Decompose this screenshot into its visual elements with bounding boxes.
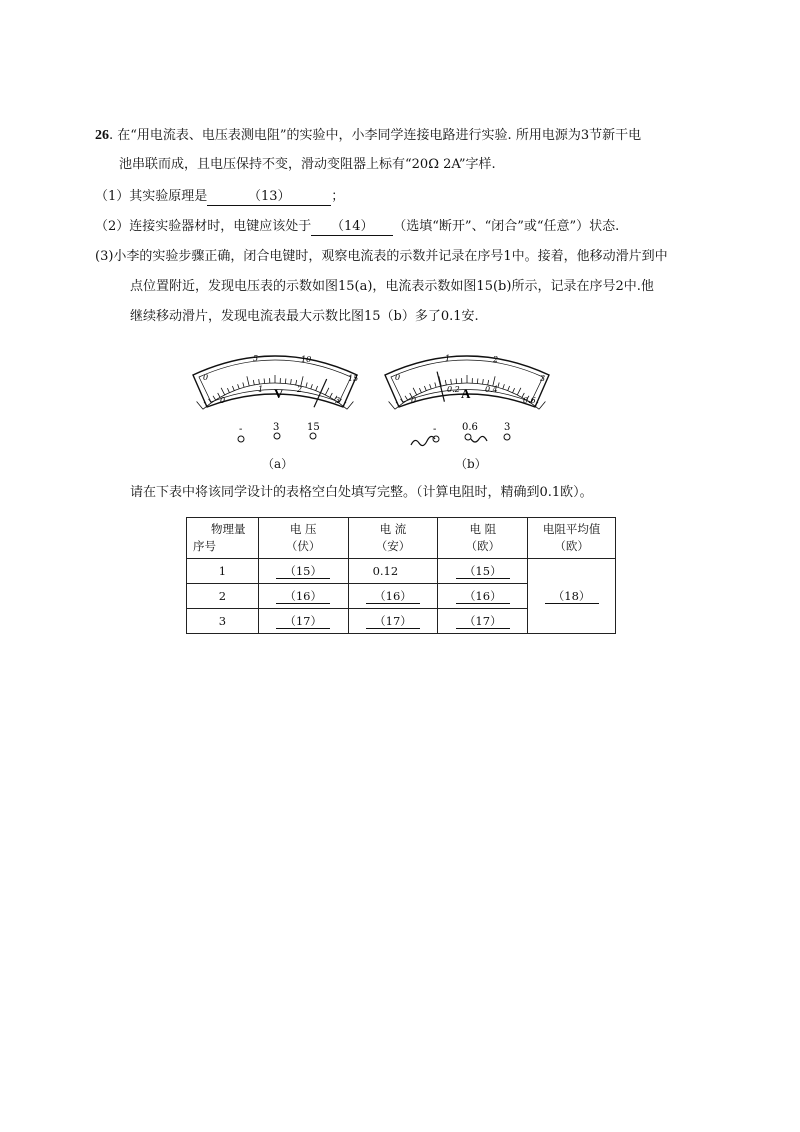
row-2-resistance-blank[interactable]: （16）	[456, 589, 510, 604]
ammeter-caption: （b）	[455, 457, 487, 471]
header-resistance: 电 阻	[469, 522, 497, 536]
average-cell	[528, 559, 616, 634]
row-1-voltage-cell	[258, 559, 348, 584]
row-3-no: 3	[187, 609, 259, 634]
ammeter-symbol: A	[461, 386, 471, 401]
ammeter-wire-minus	[411, 436, 435, 445]
voltmeter-terminal-3: 3	[273, 422, 280, 433]
row-2-current-blank[interactable]: （16）	[366, 589, 420, 604]
row-2-voltage-cell	[258, 584, 348, 609]
row-1-resistance-cell	[438, 559, 528, 584]
question-number: 26	[95, 128, 109, 143]
header-voltage: 电 压	[289, 522, 317, 536]
question-intro-1: . 在“用电流表、电压表测电阻”的实验中，小李同学连接电路进行实验. 所用电源为3节新干电	[109, 128, 642, 143]
header-average: 电阻平均值	[542, 522, 601, 536]
header-voltage-cell	[258, 518, 348, 559]
voltmeter-post-15	[310, 433, 316, 439]
voltmeter-lower-label-0: 0	[220, 396, 226, 405]
ammeter-lower-label-0: 0	[411, 396, 417, 405]
part-1-prefix: （1）其实验原理是	[95, 189, 208, 204]
voltmeter-upper-label-2: 10	[301, 355, 312, 364]
scale-tick	[477, 379, 478, 384]
ammeter-upper-label-2: 2	[493, 355, 499, 364]
voltmeter-post-3	[274, 433, 280, 439]
scale-tick	[264, 379, 265, 384]
header-resistance-unit: （欧）	[465, 539, 501, 553]
part-3-line-2: 点位置附近，发现电压表的示数如图15(a)，电流表示数如图15(b)所示，记录在序号2中.他	[130, 279, 654, 294]
voltmeter-terminal-15: 15	[307, 422, 320, 433]
ammeter-post-0-6	[465, 434, 471, 440]
ammeter-terminal-minus: -	[433, 424, 437, 435]
row-3-resistance-cell	[438, 609, 528, 634]
row-1-no: 1	[187, 559, 259, 584]
row-2-no: 2	[187, 584, 259, 609]
average-blank[interactable]: （18）	[545, 589, 599, 604]
header-resistance-cell	[438, 518, 528, 559]
header-current: 电 流	[379, 522, 407, 536]
answer-blank-13[interactable]: （13）	[207, 189, 331, 206]
voltmeter-upper-label-0: 0	[203, 373, 209, 382]
header-serial: 序号	[193, 539, 216, 553]
row-3-voltage-cell	[258, 609, 348, 634]
voltmeter-terminal-minus: -	[239, 424, 243, 435]
voltmeter-symbol: V	[274, 386, 284, 401]
row-3-current-blank[interactable]: （17）	[366, 614, 420, 629]
table-instruction: 请在下表中将该同学设计的表格空白处填写完整。（计算电阻时，精确到0.1欧）。	[130, 485, 593, 500]
row-2-current-cell	[348, 584, 438, 609]
part-1-suffix: ；	[331, 189, 345, 204]
part-3-line-3: 继续移动滑片，发现电流表最大示数比图15（b）多了0.1安.	[130, 309, 479, 324]
scale-tick	[347, 402, 353, 410]
header-voltage-unit: （伏）	[285, 539, 321, 553]
voltmeter-post-minus	[238, 436, 244, 442]
row-2-resistance-cell	[438, 584, 528, 609]
data-table	[186, 517, 616, 634]
header-quantity: 物理量	[211, 522, 246, 536]
ammeter-lower-label-1: 0.2	[447, 385, 460, 394]
part-2	[95, 218, 619, 236]
table-row	[187, 559, 616, 584]
scale-tick	[285, 379, 286, 384]
question-line-1	[95, 127, 641, 145]
ammeter-upper-label-3: 3	[540, 374, 546, 383]
part-2-suffix: （选填“断开”、“闭合”或“任意”）状态.	[393, 219, 620, 234]
meters-figure	[185, 345, 565, 475]
ammeter-terminal-3: 3	[504, 422, 511, 433]
ammeter-upper-label-1: 1	[445, 354, 451, 363]
scale-tick	[389, 402, 395, 410]
row-3-resistance-blank[interactable]: （17）	[456, 614, 510, 629]
row-1-current-value: 0.12	[372, 564, 399, 578]
ammeter-post-minus	[433, 436, 439, 442]
row-2-voltage-blank[interactable]: （16）	[276, 589, 330, 604]
voltmeter-upper-label-1: 5	[253, 354, 259, 363]
row-1-resistance-blank[interactable]: （15）	[456, 564, 510, 579]
row-1-current-cell	[348, 559, 438, 584]
question-intro-2: 池串联而成，且电压保持不变，滑动变阻器上标有“20Ω 2A”字样.	[119, 157, 496, 172]
voltmeter-lower-label-2: 2	[297, 385, 303, 394]
answer-blank-14[interactable]: （14）	[311, 219, 393, 236]
ammeter-lower-label-3: 0.6	[523, 396, 536, 405]
ammeter-dial	[385, 354, 549, 446]
header-corner	[187, 518, 259, 559]
table-header-row	[187, 518, 616, 559]
header-average-unit: （欧）	[554, 539, 589, 553]
voltmeter-upper-label-3: 15	[348, 374, 359, 383]
scale-tick	[197, 402, 203, 410]
scale-tick	[539, 402, 545, 410]
row-3-current-cell	[348, 609, 438, 634]
part-2-prefix: （2）连接实验器材时，电键应该处于	[95, 219, 312, 234]
header-current-cell	[348, 518, 438, 559]
voltmeter-caption: （a）	[262, 457, 294, 471]
row-1-voltage-blank[interactable]: （15）	[276, 564, 330, 579]
header-current-unit: （安）	[375, 539, 411, 553]
part-1	[95, 188, 344, 206]
voltmeter-dial	[193, 354, 358, 442]
part-3-line-1: (3)小李的实验步骤正确，闭合电键时，观察电流表的示数并记录在序号1中。接着，他移动滑片到中	[95, 249, 668, 264]
ammeter-terminal-0-6: 0.6	[462, 422, 478, 433]
ammeter-lower-label-2: 0.4	[485, 385, 498, 394]
header-average-cell	[528, 518, 616, 559]
ammeter-post-3	[504, 434, 510, 440]
ammeter-wire-0-6	[471, 436, 487, 442]
voltmeter-lower-label-3: 3	[335, 396, 341, 405]
row-3-voltage-blank[interactable]: （17）	[276, 614, 330, 629]
voltmeter-lower-label-1: 1	[258, 385, 264, 394]
ammeter-upper-label-0: 0	[395, 373, 401, 382]
scale-tick	[456, 379, 457, 384]
